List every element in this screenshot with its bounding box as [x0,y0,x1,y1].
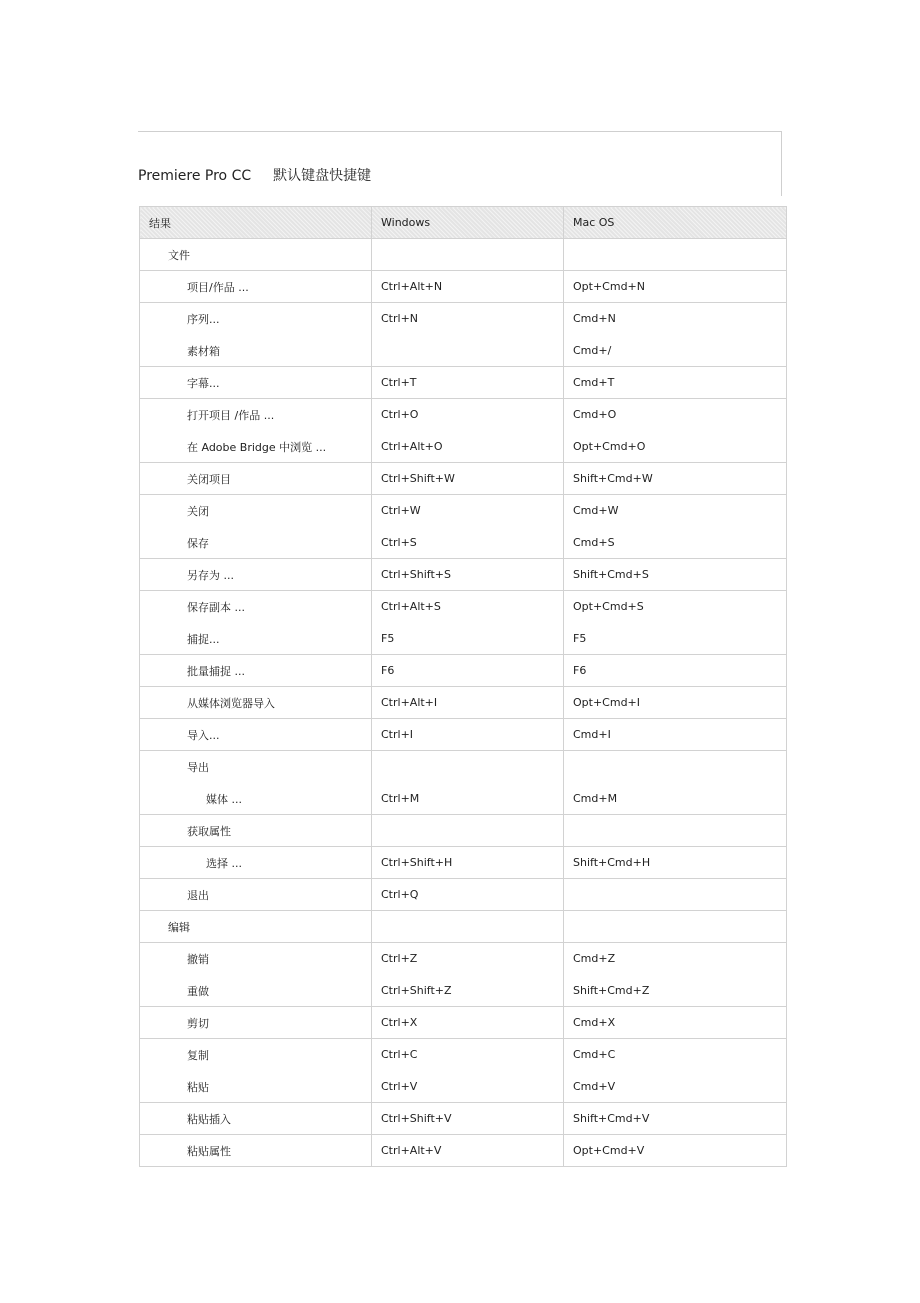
cell-windows: Ctrl+Shift+S [372,559,564,591]
table-row [140,495,787,527]
table-row [140,751,787,783]
table-row [140,591,787,623]
table-row [140,1039,787,1071]
table-row [140,975,787,1007]
table-row [140,527,787,559]
cell-windows: Ctrl+Alt+S [372,591,564,623]
table-row [140,1071,787,1103]
cell-result: 媒体 ... [140,783,372,815]
table-row [140,847,787,879]
cell-result: 另存为 ... [140,559,372,591]
document-title [138,165,371,185]
cell-windows: Ctrl+Shift+Z [372,975,564,1007]
cell-windows: Ctrl+Alt+N [372,271,564,303]
cell-result: 保存副本 ... [140,591,372,623]
cell-macos [564,911,787,943]
table-row [140,463,787,495]
cell-windows: Ctrl+I [372,719,564,751]
cell-windows: Ctrl+Shift+H [372,847,564,879]
cell-macos [564,239,787,271]
table-row [140,303,787,335]
cell-result: 编辑 [140,911,372,943]
cell-macos: Cmd+O [564,399,787,431]
table-row [140,1007,787,1039]
cell-result: 序列... [140,303,372,335]
table-row [140,687,787,719]
cell-windows: Ctrl+V [372,1071,564,1103]
cell-windows: Ctrl+M [372,783,564,815]
cell-macos [564,879,787,911]
cell-macos [564,751,787,783]
table-row [140,239,787,271]
cell-result: 粘贴 [140,1071,372,1103]
cell-windows: Ctrl+Shift+W [372,463,564,495]
cell-windows: F6 [372,655,564,687]
cell-result: 从媒体浏览器导入 [140,687,372,719]
cell-windows [372,335,564,367]
cell-result: 撤销 [140,943,372,975]
cell-result: 批量捕捉 ... [140,655,372,687]
cell-macos: Cmd+/ [564,335,787,367]
cell-macos: Opt+Cmd+I [564,687,787,719]
cell-result: 素材箱 [140,335,372,367]
cell-windows: Ctrl+N [372,303,564,335]
cell-result: 字幕... [140,367,372,399]
cell-macos: Cmd+T [564,367,787,399]
cell-result: 打开项目 /作品 ... [140,399,372,431]
cell-windows: Ctrl+S [372,527,564,559]
cell-result: 文件 [140,239,372,271]
cell-result: 复制 [140,1039,372,1071]
title-frame [138,131,782,196]
cell-macos: Shift+Cmd+S [564,559,787,591]
table-row [140,783,787,815]
cell-macos [564,815,787,847]
cell-macos: Opt+Cmd+S [564,591,787,623]
cell-macos: Cmd+N [564,303,787,335]
table-row [140,815,787,847]
cell-macos: Shift+Cmd+W [564,463,787,495]
cell-windows: Ctrl+Q [372,879,564,911]
cell-result: 保存 [140,527,372,559]
shortcut-table [139,206,787,1167]
cell-windows: Ctrl+Alt+O [372,431,564,463]
cell-windows: Ctrl+Z [372,943,564,975]
table-row [140,335,787,367]
cell-macos: Cmd+I [564,719,787,751]
cell-windows: Ctrl+T [372,367,564,399]
table-row [140,879,787,911]
cell-windows: Ctrl+O [372,399,564,431]
cell-windows [372,911,564,943]
cell-result: 重做 [140,975,372,1007]
cell-windows [372,815,564,847]
table-header-row [140,207,787,239]
cell-macos: Opt+Cmd+O [564,431,787,463]
header-result: 结果 [140,207,372,239]
table-row [140,559,787,591]
cell-result: 获取属性 [140,815,372,847]
cell-result: 关闭 [140,495,372,527]
cell-macos: Cmd+Z [564,943,787,975]
cell-macos: Cmd+M [564,783,787,815]
cell-windows: Ctrl+W [372,495,564,527]
title-subtitle: 默认键盘快捷键 [273,168,372,184]
cell-result: 项目/作品 ... [140,271,372,303]
cell-macos: Opt+Cmd+N [564,271,787,303]
cell-result: 选择 ... [140,847,372,879]
table-row [140,1103,787,1135]
cell-windows [372,239,564,271]
cell-result: 在 Adobe Bridge 中浏览 ... [140,431,372,463]
cell-macos: Shift+Cmd+V [564,1103,787,1135]
cell-windows: Ctrl+Alt+V [372,1135,564,1167]
cell-result: 导出 [140,751,372,783]
cell-result: 剪切 [140,1007,372,1039]
table-row [140,399,787,431]
cell-macos: F6 [564,655,787,687]
table-row [140,943,787,975]
cell-windows: Ctrl+Shift+V [372,1103,564,1135]
table-row [140,367,787,399]
cell-macos: Cmd+W [564,495,787,527]
cell-macos: Opt+Cmd+V [564,1135,787,1167]
cell-macos: Cmd+X [564,1007,787,1039]
cell-windows: Ctrl+X [372,1007,564,1039]
cell-macos: Shift+Cmd+H [564,847,787,879]
title-product: Premiere Pro CC [138,168,252,184]
table-row [140,431,787,463]
cell-macos: Cmd+C [564,1039,787,1071]
cell-result: 粘贴属性 [140,1135,372,1167]
cell-macos: Cmd+S [564,527,787,559]
table-row [140,911,787,943]
cell-windows: Ctrl+C [372,1039,564,1071]
header-macos: Mac OS [564,207,787,239]
cell-result: 导入... [140,719,372,751]
cell-windows: F5 [372,623,564,655]
cell-result: 粘贴插入 [140,1103,372,1135]
cell-result: 捕捉... [140,623,372,655]
cell-macos: Shift+Cmd+Z [564,975,787,1007]
cell-macos: Cmd+V [564,1071,787,1103]
table-row [140,655,787,687]
cell-macos: F5 [564,623,787,655]
cell-result: 关闭项目 [140,463,372,495]
table-row [140,719,787,751]
cell-windows [372,751,564,783]
table-row [140,1135,787,1167]
cell-result: 退出 [140,879,372,911]
table-row [140,271,787,303]
table-row [140,623,787,655]
cell-windows: Ctrl+Alt+I [372,687,564,719]
header-windows: Windows [372,207,564,239]
